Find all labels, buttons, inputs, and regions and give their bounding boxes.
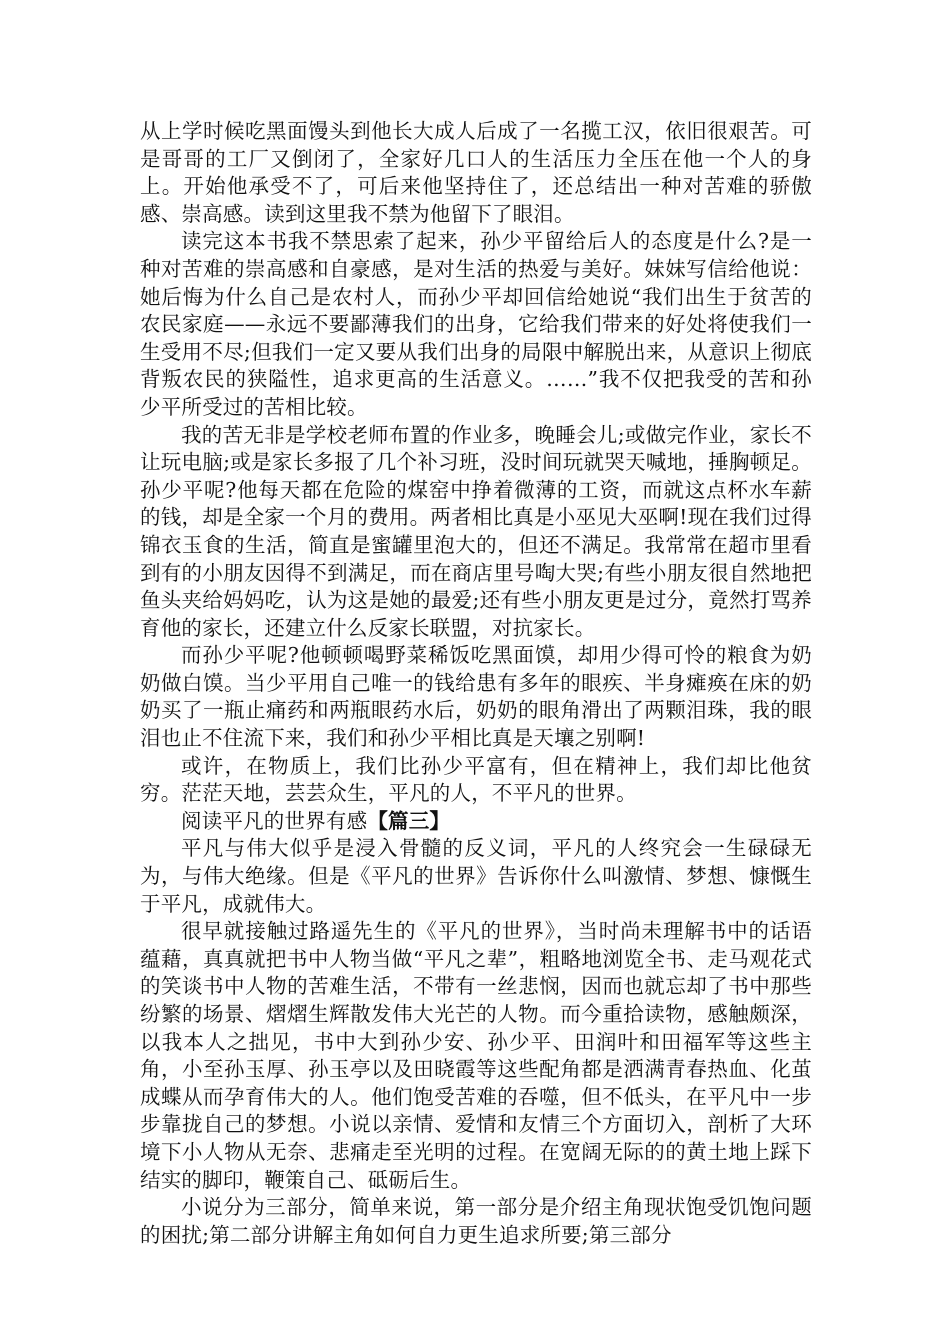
section-heading-bracket: 【篇三】 — [367, 808, 451, 833]
paragraph-7: 很早就接触过路遥先生的《平凡的世界》，当时尚未理解书中的话语蕴藉，真真就把书中人物当做“平凡之辈”，粗略地浏览全书、走马观花式的笑谈书中人物的苦难生活，不带有一丝悲悯，因而也就忘却了书中那些纷繁的场景、熠熠生辉散发伟大光芒的人物。而今重拾读物，感触颇深，以我本人之拙见，书中大到孙少安、孙少平、田润叶和田福军等这些主角，小至孙玉厚、孙玉亭以及田晓霞等这些配角都是洒满青春热血、化茧成蝶从而孕育伟大的人。他们饱受苦难的吞噬，但不低头，在平凡中一步步靠拢自己的梦想。小说以亲情、爱情和友情三个方面切入，剖析了大环境下小人物从无奈、悲痛走至光明的过程。在宽阔无际的的黄土地上踩下结实的脚印，鞭策自己、砥砺后生。 — [140, 919, 812, 1192]
paragraph-6: 平凡与伟大似乎是浸入骨髓的反义词，平凡的人终究会一生碌碌无为，与伟大绝缘。但是《平凡的世界》告诉你什么叫激情、梦想、慷慨生于平凡，成就伟大。 — [140, 836, 812, 916]
paragraph-8: 小说分为三部分，简单来说，第一部分是介绍主角现状饱受饥饱问题的困扰;第二部分讲解主角如何自力更生追求所要;第三部分 — [140, 1195, 812, 1247]
paragraph-5: 或许，在物质上，我们比孙少平富有，但在精神上，我们却比他贫穷。茫茫天地，芸芸众生，平凡的人，不平凡的世界。 — [140, 753, 812, 806]
paragraph-4: 而孙少平呢?他顿顿喝野菜稀饭吃黑面馍，却用少得可怜的粮食为奶奶做白馍。当少平用自己唯一的钱给患有多年的眼疾、半身瘫痪在床的奶奶买了一瓶止痛药和两瓶眼药水后，奶奶的眼角滑出了两颗泪珠，我的眼泪也止不住流下来，我们和孙少平相比真是天壤之别啊! — [140, 643, 812, 751]
paragraph-2: 读完这本书我不禁思索了起来，孙少平留给后人的态度是什么?是一种对苦难的崇高感和自豪感，是对生活的热爱与美好。妹妹写信给他说：她后悔为什么自己是农村人，而孙少平却回信给她说“我们出生于贫苦的农民家庭——永远不要鄙薄我们的出身，它给我们带来的好处将使我们一生受用不尽;但我们一定又要从我们出身的局限中解脱出来，从意识上彻底背叛农民的狭隘性，追求更高的生活意义。……”我不仅把我受的苦和孙少平所受过的苦相比较。 — [140, 229, 812, 419]
paragraph-1: 从上学时候吃黑面馒头到他长大成人后成了一名揽工汉，依旧很艰苦。可是哥哥的工厂又倒闭了，全家好几口人的生活压力全压在他一个人的身上。开始他承受不了，可后来他坚持住了，还总结出一种对苦难的骄傲感、崇高感。读到这里我不禁为他留下了眼泪。 — [140, 119, 812, 226]
section-heading-text: 阅读平凡的世界有感 — [181, 808, 368, 833]
paragraph-3: 我的苦无非是学校老师布置的作业多，晚睡会儿;或做完作业，家长不让玩电脑;或是家长多报了几个补习班，没时间玩就哭天喊地，捶胸顿足。孙少平呢?他每天都在危险的煤窑中挣着微薄的工资，而就这点杯水车薪的钱，却是全家一个月的费用。两者相比真是小巫见大巫啊!现在我们过得锦衣玉食的生活，简直是蜜罐里泡大的，但还不满足。我常常在超市里看到有的小朋友因得不到满足，而在商店里号啕大哭;有些小朋友很自然地把鱼头夹给妈妈吃，认为这是她的最爱;还有些小朋友更是过分，竟然打骂养育他的家长，还建立什么反家长联盟，对抗家长。 — [140, 422, 812, 640]
section-heading — [140, 808, 812, 836]
document-page — [140, 118, 812, 1249]
